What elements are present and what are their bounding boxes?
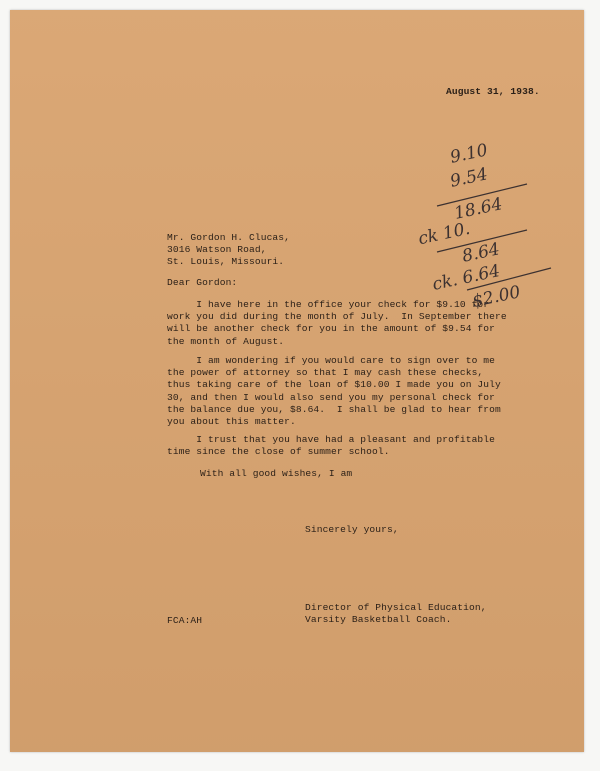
salutation: Dear Gordon: <box>167 277 238 288</box>
paragraph-3-line: time since the close of summer school. <box>167 446 390 458</box>
handwritten-note: 8.64 <box>460 239 502 267</box>
letter-page <box>10 10 584 752</box>
handwritten-note: 9.54 <box>448 164 490 192</box>
closing: Sincerely yours, <box>305 524 399 535</box>
paragraph-1-line: will be another check for you in the amount of $9.54 for <box>167 323 496 335</box>
handwritten-note: ck 10. <box>416 218 472 250</box>
recipient-name: Mr. Gordon H. Clucas, <box>167 232 291 243</box>
paragraph-2-line: you about this matter. <box>167 416 296 428</box>
paragraph-3-line: I trust that you have had a pleasant and profitable <box>167 434 496 445</box>
handwritten-note: 9.10 <box>448 140 490 168</box>
recipient-street: 3016 Watson Road, <box>167 244 267 256</box>
paragraph-2-line: I am wondering if you would care to sign over to me <box>167 355 496 366</box>
handwritten-note: ck. 6.64 <box>430 261 502 295</box>
signature-line: Varsity Basketball Coach. <box>305 614 452 626</box>
paragraph-3 <box>167 434 495 458</box>
paragraph-2-line: 30, and then I would also send you my personal check for <box>167 391 496 403</box>
paragraph-2-line: the power of attorney so that I may cash these checks, <box>167 367 484 379</box>
signature-title <box>305 602 487 626</box>
recipient-address <box>167 232 290 269</box>
handwritten-note: 18.64 <box>452 194 505 224</box>
letter-date: August 31, 1938. <box>446 86 540 97</box>
paragraph-1-line: I have here in the office your check for $9.10 for <box>167 299 490 310</box>
paragraph-2 <box>167 355 501 428</box>
paragraph-4: With all good wishes, I am <box>200 468 353 479</box>
recipient-city: St. Louis, Missouri. <box>167 256 285 268</box>
paragraph-1-line: the month of August. <box>167 335 285 347</box>
reference-initials: FCA:AH <box>167 615 203 626</box>
paragraph-2-line: the balance due you, $8.64. I shall be glad to hear from <box>167 403 501 415</box>
paragraph-1-line: work you did during the month of July. In September there <box>167 311 507 323</box>
signature-line: Director of Physical Education, <box>305 602 487 613</box>
handwritten-note: $2.00 <box>470 282 523 312</box>
paragraph-1 <box>167 299 507 348</box>
paragraph-2-line: thus taking care of the loan of $10.00 I made you on July <box>167 379 501 391</box>
